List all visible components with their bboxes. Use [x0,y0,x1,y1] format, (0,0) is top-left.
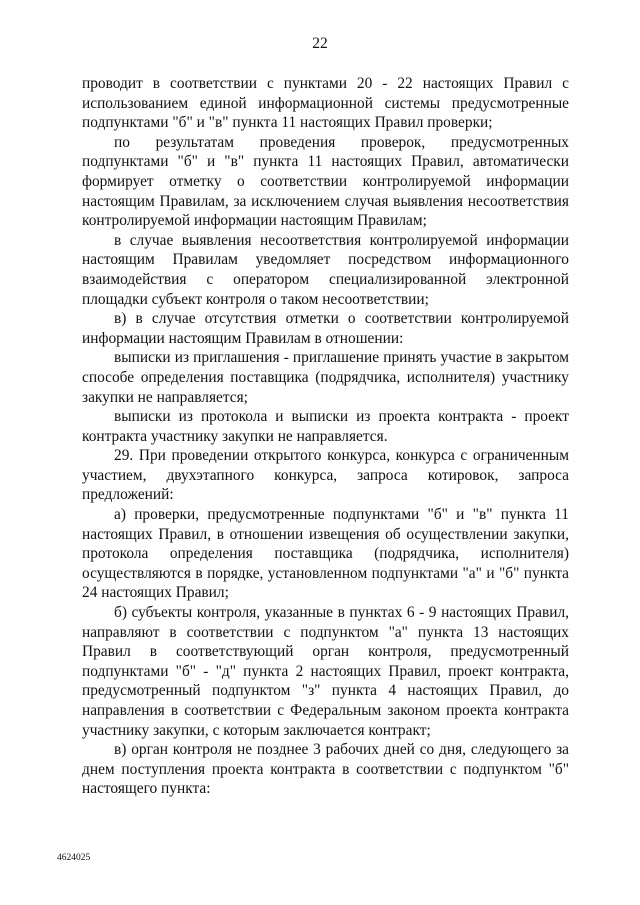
paragraph-7: 29. При проведении открытого конкурса, конкурса с ограниченным участием, двухэтапного конкурса, запроса котировок, запроса предложений: [82,447,569,504]
page-number: 22 [312,35,328,52]
document-body [82,74,569,799]
paragraph-3: в случае выявления несоответствия контролируемой информации настоящим Правилам уведомляет посредством информационного взаимодействия с оператором специализированной электронной площадки субъект контроля о таком несоответствии; [82,231,569,308]
paragraph-9: б) субъекты контроля, указанные в пунктах 6 - 9 настоящих Правил, направляют в соответствии с подпунктом "а" пункта 13 настоящих Правил в соответствующий орган контроля, предусмотренный подпунктами "б" - "д" пункта 2 настоящих Правил, проект контракта, предусмотренный подпунктом "з" пункта 4 настоящих Правил, до направления в соответствии с Федеральным законом проекта контракта участнику закупки, с которым заключается контракт; [82,604,569,739]
paragraph-2: по результатам проведения проверок, предусмотренных подпунктами "б" и "в" пункта 11 настоящих Правил, автоматически формирует отметку о соответствии контролируемой информации настоящим Правилам, за исключением случая выявления несоответствия контролируемой информации настоящим Правилам; [82,133,569,230]
paragraph-1: проводит в соответствии с пунктами 20 - 22 настоящих Правил с использованием единой информационной системы предусмотренные подпунктами "б" и "в" пункта 11 настоящих Правил проверки; [82,75,569,132]
paragraph-10: в) орган контроля не позднее 3 рабочих дней со дня, следующего за днем поступления проекта контракта в соответствии с подпунктом "б" настоящего пункта: [82,741,569,798]
paragraph-4: в) в случае отсутствия отметки о соответствии контролируемой информации настоящим Правилам в отношении: [82,310,569,347]
document-code: 4624025 [57,853,91,863]
paragraph-6: выписки из протокола и выписки из проекта контракта - проект контракта участнику закупки не направляется. [82,408,569,445]
paragraph-5: выписки из приглашения - приглашение принять участие в закрытом способе определения поставщика (подрядчика, исполнителя) участнику закупки не направляется; [82,349,569,406]
paragraph-8: а) проверки, предусмотренные подпунктами "б" и "в" пункта 11 настоящих Правил, в отношении извещения об осуществлении закупки, протокола определения поставщика (подрядчика, исполнителя) осуществляются в порядке, установленном подпунктами "а" и "б" пункта 24 настоящих Правил; [82,506,569,602]
